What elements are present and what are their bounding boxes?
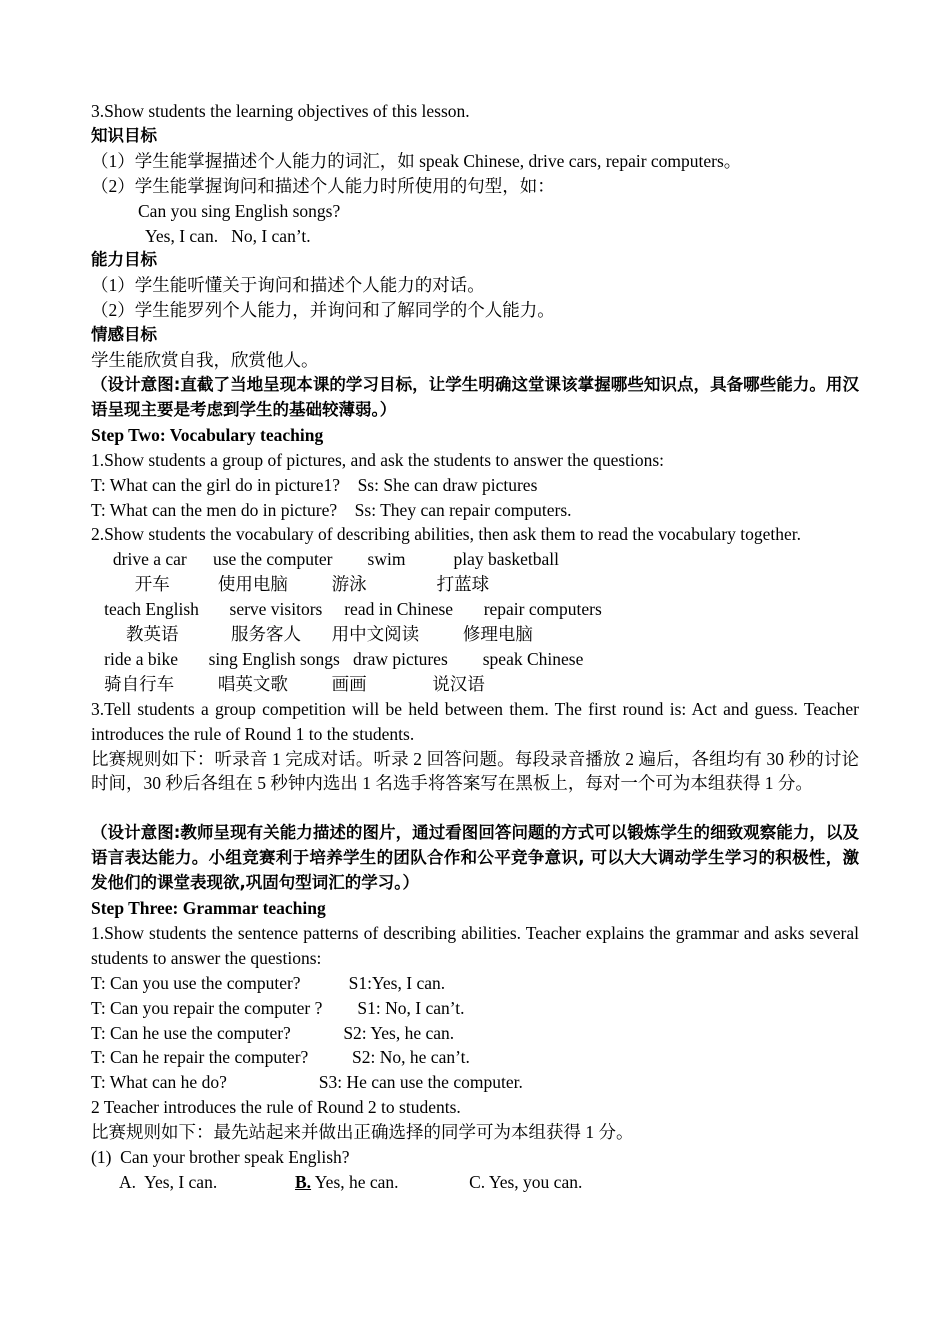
step-three-heading: Step Three: Grammar teaching [91, 897, 326, 918]
example-answer: Yes, I can. No, I can’t. [145, 225, 311, 246]
grammar-dialog-5: T: What can he do? S3: He can use the computer. [91, 1072, 523, 1093]
grammar-dialog-1: T: Can you use the computer? S1:Yes, I can. [91, 972, 446, 993]
round-2-rule: 比赛规则如下：最先站起来并做出正确选择的同学可为本组获得 1 分。 [91, 1122, 634, 1143]
vocab-row-1-en: drive a car use the computer swim play basketball [91, 549, 560, 570]
step-two-item-1: 1.Show students a group of pictures, and ask the students to answer the questions: [91, 449, 665, 470]
step-two-item-3: 3.Tell students a group competition will be held between them. The first round is: Act and guess. Teacher introduces the rule of Round 1 to the students. [91, 698, 859, 744]
vocab-row-2-zh: 教英语 服务客人 用中文阅读 修理电脑 [91, 624, 533, 645]
step-two-dialog-1: T: What can the girl do in picture1? Ss: She can draw pictures [91, 474, 538, 495]
question-1: (1) Can your brother speak English? [91, 1147, 350, 1168]
option-b-text: Yes, he can. [311, 1171, 399, 1192]
vocab-row-3-en: ride a bike sing English songs draw pictures speak Chinese [91, 648, 584, 669]
step-three-item-1: 1.Show students the sentence patterns of describing abilities. Teacher explains the grammar and asks several students to answer the questions: [91, 922, 859, 968]
ability-item-2: （2）学生能罗列个人能力，并询问和了解同学的个人能力。 [91, 300, 555, 321]
step-two-item-2: 2.Show students the vocabulary of describing abilities, then ask them to read the vocabulary together. [91, 524, 802, 545]
step-three-item-2: 2 Teacher introduces the rule of Round 2 to students. [91, 1097, 461, 1118]
emotion-heading: 情感目标 [91, 325, 157, 345]
option-a: A. Yes, I can. [119, 1171, 218, 1192]
step-two-heading: Step Two: Vocabulary teaching [91, 424, 324, 445]
grammar-dialog-3: T: Can he use the computer? S2: Yes, he can. [91, 1022, 455, 1043]
step-two-dialog-2: T: What can the men do in picture? Ss: They can repair computers. [91, 499, 572, 520]
option-c: C. Yes, you can. [469, 1171, 583, 1192]
grammar-dialog-2: T: Can you repair the computer ? S1: No, I can’t. [91, 997, 465, 1018]
round-1-rule: 比赛规则如下：听录音 1 完成对话。听录 2 回答问题。每段录音播放 2 遍后，各组均有 30 秒的讨论时间，30 秒后各组在 5 秒钟内选出 1 名选手将答案写在黑板上，每对一个可为本组获得 1 分。 [91, 748, 859, 794]
example-question: Can you sing English songs? [138, 200, 341, 221]
ability-item-1: （1）学生能听懂关于询问和描述个人能力的对话。 [91, 275, 485, 296]
question-1-options [91, 1170, 859, 1195]
knowledge-item-2: （2）学生能掌握询问和描述个人能力时所使用的句型，如： [91, 175, 555, 196]
grammar-dialog-4: T: Can he repair the computer? S2: No, he can’t. [91, 1047, 470, 1068]
vocab-row-1-zh: 开车 使用电脑 游泳 打蓝球 [91, 574, 490, 595]
vocab-row-2-en: teach English serve visitors read in Chinese repair computers [91, 599, 602, 620]
vocab-row-3-zh: 骑自行车 唱英文歌 画画 说汉语 [91, 673, 485, 694]
design-note-vocabulary: （设计意图:教师呈现有关能力描述的图片，通过看图回答问题的方式可以锻炼学生的细致观察能力，以及语言表达能力。小组竞赛利于培养学生的团队合作和公平竞争意识, 可以大大调动学生学习的积极性，激发他们的课堂表现欲,巩固句型词汇的学习。） [91, 823, 859, 893]
knowledge-heading: 知识目标 [91, 125, 157, 145]
option-b-letter: B. [295, 1171, 312, 1192]
ability-heading: 能力目标 [91, 250, 157, 270]
blank-line [91, 796, 859, 821]
objectives-intro: 3.Show students the learning objectives of this lesson. [91, 101, 470, 121]
knowledge-item-1: （1）学生能掌握描述个人能力的词汇，如 speak Chinese, drive cars, repair computers。 [91, 150, 742, 171]
emotion-text: 学生能欣赏自我，欣赏他人。 [91, 350, 319, 371]
design-note-objectives: （设计意图:直截了当地呈现本课的学习目标，让学生明确这堂课该掌握哪些知识点，具备哪些能力。用汉语呈现主要是考虑到学生的基础较薄弱。） [91, 374, 859, 419]
